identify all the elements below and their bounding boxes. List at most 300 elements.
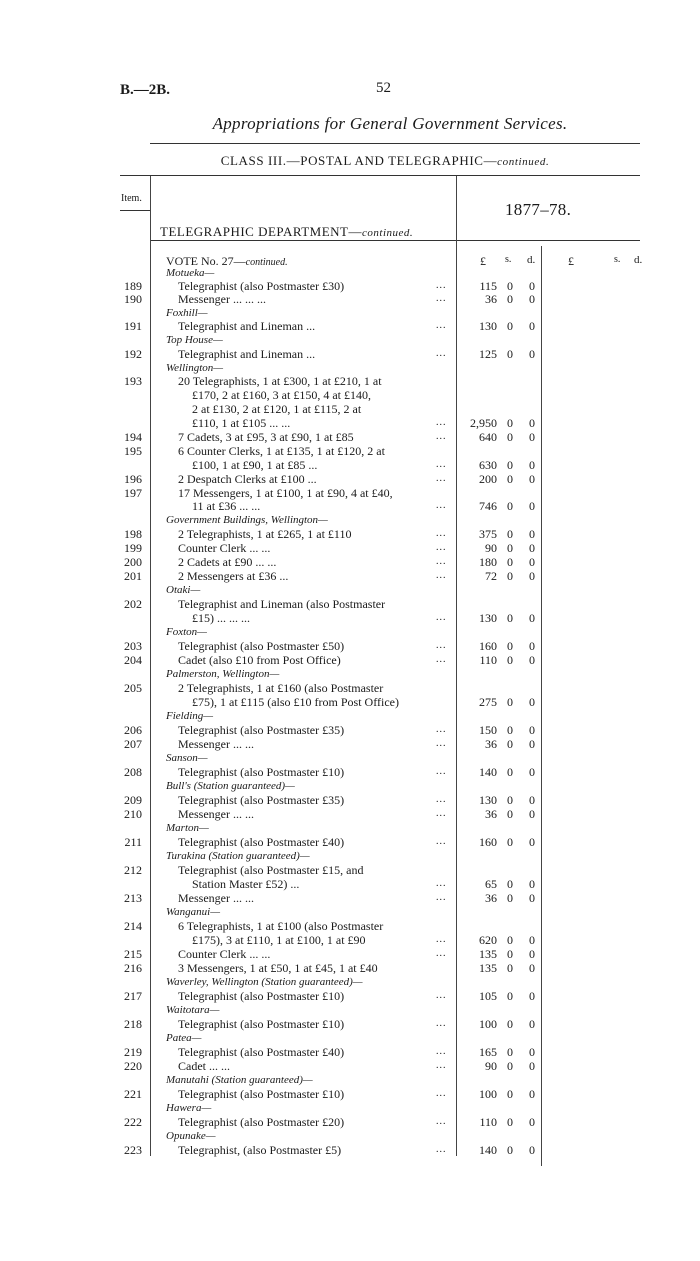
location-name: Fielding— [166,710,214,722]
leader-dots: ... [436,738,447,749]
item-description: 7 Cadets, 3 at £95, 3 at £90, 1 at £85 [178,430,354,444]
table-row [0,1088,700,1100]
item-description: Telegraphist (also Postmaster £30) [178,279,345,293]
amount-pence: 0 [529,793,535,807]
item-description: Telegraphist (also Postmaster £50) [178,639,345,653]
leader-dots: ... [436,794,447,805]
amount-shillings: 0 [507,569,513,583]
leader-dots: ... [436,724,447,735]
location-name: Opunake— [166,1130,216,1142]
item-number: 215 [124,947,142,961]
location-name: Government Buildings, Wellington— [166,514,328,526]
item-description: 2 at £130, 2 at £120, 1 at £115, 2 at [192,402,362,416]
item-number: 218 [124,1017,142,1031]
amount-pounds: 125 [479,347,497,361]
item-number: 214 [124,919,142,933]
item-number: 202 [124,597,142,611]
amount-pence: 0 [529,639,535,653]
item-description: Cadet ... ... [178,1059,230,1073]
amount-shillings: 0 [507,319,513,333]
location-name: Hawera— [166,1102,212,1114]
location-name: Patea— [166,1032,202,1044]
leader-dots: ... [436,892,447,903]
item-description: Messenger ... ... ... [178,292,266,306]
location-heading [0,668,700,680]
table-row [0,990,700,1002]
location-heading [0,710,700,722]
amount-pence: 0 [529,989,535,1003]
item-description: Telegraphist (also Postmaster £10) [178,765,345,779]
amount-pounds: 72 [485,569,497,583]
table-row [0,682,700,694]
leader-dots: ... [436,473,447,484]
item-description: Telegraphist and Lineman ... [178,347,316,361]
table-row [0,280,700,292]
location-name: Top House— [166,334,223,346]
item-number: 192 [124,347,142,361]
location-name: Otaki— [166,584,201,596]
leader-dots: ... [436,766,447,777]
amount-pounds: 160 [479,835,497,849]
leader-dots: ... [436,1060,447,1071]
amount-pounds: 110 [479,1115,497,1129]
location-name: Bull's (Station guaranteed)— [166,780,295,792]
amount-shillings: 0 [507,527,513,541]
table-row [0,528,700,540]
table-row [0,1116,700,1128]
table-row [0,487,700,499]
amount-pence: 0 [529,430,535,444]
table-row [0,640,700,652]
rule-dept-header [150,240,640,241]
leader-dots: ... [436,556,447,567]
amount-shillings: 0 [507,458,513,472]
amount-shillings: 0 [507,279,513,293]
item-number: 190 [124,292,142,306]
item-description: Telegraphist (also Postmaster £35) [178,723,345,737]
leader-dots: ... [436,878,447,889]
location-name: Foxton— [166,626,207,638]
table-row [0,948,700,960]
amount-pence: 0 [529,653,535,667]
amount-shillings: 0 [507,947,513,961]
item-number: 222 [124,1115,142,1129]
item-description: 2 Despatch Clerks at £100 ... [178,472,317,486]
amount-pence: 0 [529,527,535,541]
table-row [0,473,700,485]
item-description: 3 Messengers, 1 at £50, 1 at £45, 1 at £40 [178,961,378,975]
leader-dots: ... [436,640,447,651]
table-row [0,934,700,946]
item-description: 2 Messengers at £36 ... [178,569,289,583]
leader-dots: ... [436,417,447,428]
amount-pence: 0 [529,765,535,779]
item-number: 196 [124,472,142,486]
table-row [0,612,700,624]
location-heading [0,1074,700,1086]
table-row [0,403,700,415]
page-title: Appropriations for General Government Services. [212,114,568,133]
amount-shillings: 0 [507,1115,513,1129]
amount-pence: 0 [529,835,535,849]
item-number: 213 [124,891,142,905]
item-description: Messenger ... ... [178,737,254,751]
amount-pounds: 620 [479,933,497,947]
item-number: 208 [124,765,142,779]
location-heading [0,906,700,918]
location-heading [0,752,700,764]
location-name: Wanganui— [166,906,220,918]
amount-pounds: 2,950 [470,416,497,430]
item-description: Telegraphist (also Postmaster £10) [178,989,345,1003]
amount-pence: 0 [529,569,535,583]
leader-dots: ... [436,280,447,291]
amount-shillings: 0 [507,653,513,667]
amount-pounds: 130 [479,319,497,333]
table-row [0,1046,700,1058]
table-row [0,459,700,471]
class-title: CLASS III.—POSTAL AND TELEGRAPHIC—continued. [220,153,550,168]
amount-pounds: 160 [479,639,497,653]
leader-dots: ... [436,990,447,1001]
item-description: Counter Clerk ... ... [178,541,271,555]
leader-dots: ... [436,1018,447,1029]
location-heading [0,626,700,638]
item-description: 17 Messengers, 1 at £100, 1 at £90, 4 at £40, [178,486,393,500]
leader-dots: ... [436,348,447,359]
amount-pence: 0 [529,737,535,751]
amount-pounds: 135 [479,961,497,975]
item-description: £75), 1 at £115 (also £10 from Post Office) [192,695,399,709]
table-row [0,431,700,443]
amount-pence: 0 [529,947,535,961]
amount-shillings: 0 [507,555,513,569]
amount-shillings: 0 [507,933,513,947]
item-description: £175), 3 at £110, 1 at £100, 1 at £90 [192,933,366,947]
shilling-header-1: s. [505,254,512,265]
item-description: £15) ... ... ... [192,611,250,625]
item-column-header: Item. [121,193,142,204]
item-number: 220 [124,1059,142,1073]
item-number: 193 [124,374,142,388]
location-name: Palmerston, Wellington— [166,668,280,680]
table-row [0,766,700,778]
amount-shillings: 0 [507,807,513,821]
rule-top [150,143,640,144]
amount-shillings: 0 [507,430,513,444]
amount-pence: 0 [529,541,535,555]
amount-shillings: 0 [507,611,513,625]
amount-pence: 0 [529,319,535,333]
amount-pounds: 105 [479,989,497,1003]
amount-shillings: 0 [507,472,513,486]
location-heading [0,850,700,862]
amount-shillings: 0 [507,793,513,807]
document-reference: B.—2B. [120,82,171,98]
shilling-header-2: s. [614,254,621,265]
item-number: 197 [124,486,142,500]
amount-pounds: 165 [479,1045,497,1059]
location-name: Foxhill— [166,307,208,319]
amount-pounds: 135 [479,947,497,961]
table-row [0,375,700,387]
pence-header-1: d. [527,254,536,266]
location-heading [0,1004,700,1016]
amount-pence: 0 [529,1059,535,1073]
amount-pounds: 115 [479,279,497,293]
item-number: 200 [124,555,142,569]
location-heading [0,584,700,596]
amount-pence: 0 [529,1045,535,1059]
leader-dots: ... [436,459,447,470]
amount-pounds: 200 [479,472,497,486]
item-description: 11 at £36 ... ... [192,499,261,513]
table-row [0,320,700,332]
table-row [0,808,700,820]
location-name: Waverley, Wellington (Station guaranteed)— [166,976,363,988]
location-heading [0,362,700,374]
amount-shillings: 0 [507,1087,513,1101]
amount-pounds: 130 [479,793,497,807]
table-row [0,724,700,736]
amount-pounds: 180 [479,555,497,569]
amount-pounds: 100 [479,1017,497,1031]
amount-pounds: 375 [479,527,497,541]
amount-pounds: 36 [485,807,497,821]
leader-dots: ... [436,542,447,553]
table-row [0,570,700,582]
pound-header-1: £ [480,254,486,268]
item-description: 20 Telegraphists, 1 at £300, 1 at £210, 1 at [178,374,382,388]
item-description: Counter Clerk ... ... [178,947,271,961]
vote-heading: VOTE No. 27—continued. [166,254,288,268]
leader-dots: ... [436,528,447,539]
location-name: Sanson— [166,752,208,764]
table-row [0,1060,700,1072]
pence-header-2: d. [634,254,643,266]
table-row [0,417,700,429]
amount-pounds: 36 [485,737,497,751]
leader-dots: ... [436,320,447,331]
amount-pence: 0 [529,961,535,975]
item-number: 205 [124,681,142,695]
amount-shillings: 0 [507,1143,513,1157]
page-number: 52 [376,80,391,96]
amount-shillings: 0 [507,1059,513,1073]
item-description: Telegraphist, (also Postmaster £5) [178,1143,342,1157]
rule-item-header [120,210,150,211]
leader-dots: ... [436,948,447,959]
location-heading [0,1102,700,1114]
table-row [0,962,700,974]
location-heading [0,976,700,988]
amount-pence: 0 [529,347,535,361]
table-row [0,878,700,890]
amount-pounds: 100 [479,1087,497,1101]
amount-pounds: 90 [485,541,497,555]
item-number: 191 [124,319,142,333]
item-number: 206 [124,723,142,737]
amount-pounds: 36 [485,891,497,905]
amount-shillings: 0 [507,1045,513,1059]
amount-pounds: 65 [485,877,497,891]
item-number: 198 [124,527,142,541]
item-description: 6 Telegraphists, 1 at £100 (also Postmaster [178,919,384,933]
item-description: Cadet (also £10 from Post Office) [178,653,341,667]
leader-dots: ... [436,934,447,945]
item-number: 195 [124,444,142,458]
amount-pence: 0 [529,1087,535,1101]
amount-shillings: 0 [507,877,513,891]
table-row [0,738,700,750]
amount-pence: 0 [529,891,535,905]
item-description: Telegraphist (also Postmaster £15, and [178,863,364,877]
item-description: Telegraphist and Lineman (also Postmaster [178,597,386,611]
item-number: 210 [124,807,142,821]
table-row [0,445,700,457]
table-row [0,348,700,360]
amount-pence: 0 [529,416,535,430]
location-heading [0,514,700,526]
amount-shillings: 0 [507,292,513,306]
table-row [0,696,700,708]
amount-pounds: 630 [479,458,497,472]
location-name: Wellington— [166,362,224,374]
amount-pounds: 110 [479,653,497,667]
amount-shillings: 0 [507,541,513,555]
table-row [0,794,700,806]
amount-shillings: 0 [507,989,513,1003]
amount-pounds: 130 [479,611,497,625]
item-number: 219 [124,1045,142,1059]
item-description: 6 Counter Clerks, 1 at £135, 1 at £120, 2 at [178,444,385,458]
item-description: Telegraphist (also Postmaster £20) [178,1115,345,1129]
item-number: 211 [124,835,142,849]
location-name: Marton— [166,822,209,834]
location-name: Motueka— [166,267,215,279]
leader-dots: ... [436,836,447,847]
amount-pounds: 150 [479,723,497,737]
table-row [0,836,700,848]
table-row [0,556,700,568]
table-row [0,920,700,932]
location-name: Waitotara— [166,1004,220,1016]
location-name: Manutahi (Station guaranteed)— [166,1074,313,1086]
amount-shillings: 0 [507,891,513,905]
item-number: 203 [124,639,142,653]
amount-shillings: 0 [507,416,513,430]
amount-pence: 0 [529,611,535,625]
item-number: 201 [124,569,142,583]
location-heading [0,334,700,346]
item-description: £170, 2 at £160, 3 at £150, 4 at £140, [192,388,371,402]
table-row [0,542,700,554]
amount-shillings: 0 [507,765,513,779]
year-header: 1877–78. [505,200,572,219]
rule-header-top [120,175,640,176]
amount-shillings: 0 [507,1017,513,1031]
item-description: Telegraphist (also Postmaster £40) [178,835,345,849]
amount-pence: 0 [529,1143,535,1157]
item-description: £100, 1 at £90, 1 at £85 ... [192,458,318,472]
location-heading [0,822,700,834]
amount-pence: 0 [529,1017,535,1031]
amount-shillings: 0 [507,835,513,849]
amount-pounds: 275 [479,695,497,709]
item-description: 2 Cadets at £90 ... ... [178,555,277,569]
amount-pounds: 140 [479,1143,497,1157]
item-description: 2 Telegraphists, 1 at £160 (also Postmaster [178,681,384,695]
leader-dots: ... [436,612,447,623]
item-number: 199 [124,541,142,555]
amount-shillings: 0 [507,695,513,709]
table-row [0,1144,700,1156]
amount-shillings: 0 [507,347,513,361]
amount-pounds: 746 [479,499,497,513]
leader-dots: ... [436,1046,447,1057]
amount-pence: 0 [529,933,535,947]
amount-shillings: 0 [507,499,513,513]
amount-pence: 0 [529,723,535,737]
amount-shillings: 0 [507,961,513,975]
leader-dots: ... [436,1116,447,1127]
amount-shillings: 0 [507,639,513,653]
leader-dots: ... [436,1088,447,1099]
location-name: Turakina (Station guaranteed)— [166,850,310,862]
table-row [0,892,700,904]
table-row [0,293,700,305]
location-heading [0,1032,700,1044]
location-heading [0,780,700,792]
amount-pounds: 90 [485,1059,497,1073]
item-number: 217 [124,989,142,1003]
item-description: Telegraphist (also Postmaster £10) [178,1017,345,1031]
amount-pence: 0 [529,807,535,821]
table-row [0,864,700,876]
amount-shillings: 0 [507,723,513,737]
amount-pence: 0 [529,695,535,709]
department-heading: TELEGRAPHIC DEPARTMENT—continued. [160,224,414,239]
table-row [0,1018,700,1030]
amount-pence: 0 [529,472,535,486]
table-row [0,598,700,610]
leader-dots: ... [436,808,447,819]
item-description: Messenger ... ... [178,807,254,821]
item-description: £110, 1 at £105 ... ... [192,416,291,430]
location-heading [0,307,700,319]
item-description: Telegraphist (also Postmaster £10) [178,1087,345,1101]
item-number: 189 [124,279,142,293]
leader-dots: ... [436,570,447,581]
item-number: 207 [124,737,142,751]
table-row [0,654,700,666]
table-row [0,389,700,401]
item-description: Telegraphist (also Postmaster £40) [178,1045,345,1059]
item-description: Messenger ... ... [178,891,254,905]
item-number: 209 [124,793,142,807]
amount-pence: 0 [529,499,535,513]
item-number: 212 [124,863,142,877]
item-number: 223 [124,1143,142,1157]
item-description: 2 Telegraphists, 1 at £265, 1 at £110 [178,527,352,541]
table-row [0,500,700,512]
amount-pence: 0 [529,279,535,293]
location-heading [0,267,700,279]
amount-pounds: 640 [479,430,497,444]
amount-pence: 0 [529,1115,535,1129]
leader-dots: ... [436,500,447,511]
pound-header-2: £ [568,254,574,268]
